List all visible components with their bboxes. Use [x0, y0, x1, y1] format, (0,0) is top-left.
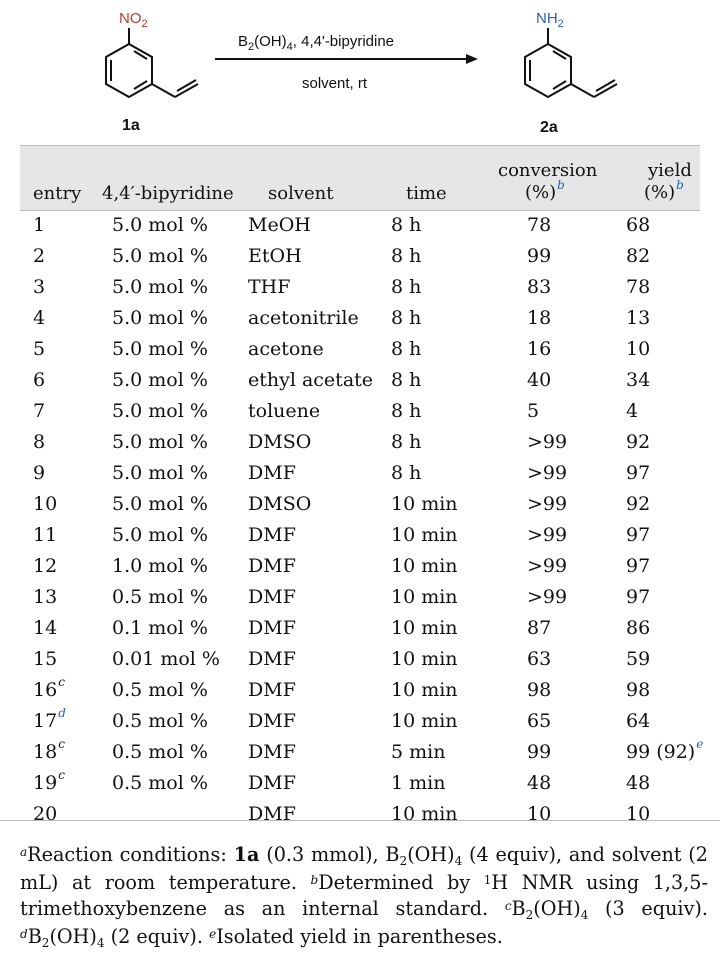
cell-solvent: acetonitrile	[248, 307, 359, 329]
cell-yield: 97	[626, 524, 651, 546]
footnote-e-mark: e	[209, 927, 217, 941]
footnote-d-mark: d	[20, 927, 28, 941]
table-row	[20, 459, 700, 490]
cell-conversion: >99	[527, 462, 568, 484]
table-row	[20, 397, 700, 428]
footnote-d-sub1: 2	[41, 936, 50, 950]
cell-bipyridine: 5.0 mol %	[112, 462, 208, 484]
footnote-b-text2: H NMR using 1,3,5-trimethoxybenzene as an internal standard.	[20, 871, 709, 920]
table-row	[20, 211, 700, 242]
cell-bipyridine: 5.0 mol %	[112, 369, 208, 391]
table-row	[20, 645, 700, 676]
footnote-a-text2: (0.3 mmol), B	[259, 843, 400, 866]
table-row	[20, 676, 700, 707]
table-row	[20, 707, 700, 738]
header-yield-unit: (%)$^b$	[644, 178, 684, 203]
cell-entry: 5	[33, 338, 46, 360]
cell-yield: 59	[626, 648, 651, 670]
table-row	[20, 769, 700, 800]
cell-bipyridine: 0.5 mol %	[112, 772, 208, 794]
header-yield: yield	[648, 160, 692, 181]
arrow-head	[466, 54, 478, 64]
arrow-conditions: solvent, rt	[302, 75, 368, 92]
cell-time: 10 min	[391, 524, 458, 546]
cell-time: 8 h	[391, 307, 422, 329]
footnote-b-sup: 1	[483, 873, 492, 887]
cell-conversion: 78	[527, 214, 552, 236]
cell-yield: 97	[626, 462, 651, 484]
footnote-c-text: B	[511, 897, 526, 920]
cell-bipyridine: 5.0 mol %	[112, 245, 208, 267]
cell-time: 8 h	[391, 462, 422, 484]
cell-yield: 10	[626, 338, 651, 360]
table-row	[20, 552, 700, 583]
cell-time: 8 h	[391, 369, 422, 391]
cell-bipyridine: 5.0 mol %	[112, 276, 208, 298]
footnote-c-sub2: 4	[580, 908, 589, 922]
cell-entry: 8	[33, 431, 46, 453]
cell-bipyridine: 0.5 mol %	[112, 679, 208, 701]
cell-solvent: DMF	[248, 586, 296, 608]
cell-time: 10 min	[391, 648, 458, 670]
footnote-a-text3: (OH)	[407, 843, 455, 866]
cell-conversion: 5	[527, 400, 540, 422]
cell-time: 8 h	[391, 276, 422, 298]
table-row	[20, 490, 700, 521]
cell-conversion: 99	[527, 741, 552, 763]
cell-conversion: 18	[527, 307, 552, 329]
footnote-a-mark: a	[20, 845, 28, 859]
cell-time: 10 min	[391, 617, 458, 639]
table-row	[20, 521, 700, 552]
cell-solvent: DMSO	[248, 431, 312, 453]
cell-yield: 10	[626, 803, 651, 825]
cell-time: 10 min	[391, 493, 458, 515]
cell-conversion: 16	[527, 338, 552, 360]
header-bipy: 4,4′-bipyridine	[102, 183, 234, 204]
cell-conversion: 87	[527, 617, 552, 639]
footnote-b-text: Determined by	[318, 871, 484, 894]
cell-time: 8 h	[391, 338, 422, 360]
cell-entry: 11	[33, 524, 58, 546]
reaction-scheme	[0, 0, 720, 145]
cell-entry: 17$^d$	[33, 706, 66, 732]
footnotes	[20, 842, 708, 952]
cell-entry: 6	[33, 369, 46, 391]
cell-entry: 9	[33, 462, 46, 484]
cell-solvent: EtOH	[248, 245, 302, 267]
cell-entry: 18$^c$	[33, 737, 65, 763]
cell-time: 5 min	[391, 741, 446, 763]
footnote-a-compound: 1a	[233, 843, 260, 866]
cell-time: 8 h	[391, 431, 422, 453]
cell-yield: 92	[626, 493, 651, 515]
cell-conversion: 83	[527, 276, 552, 298]
footnote-d-text2: (OH)	[49, 925, 97, 948]
table-row	[20, 366, 700, 397]
cell-time: 8 h	[391, 214, 422, 236]
table-row	[20, 614, 700, 645]
cell-conversion: 10	[527, 803, 552, 825]
cell-bipyridine: 0.01 mol %	[112, 648, 220, 670]
table-header	[20, 145, 700, 211]
cell-conversion: >99	[527, 555, 568, 577]
cell-bipyridine: 5.0 mol %	[112, 214, 208, 236]
product-group: $NH_2$	[536, 10, 564, 30]
cell-solvent: DMF	[248, 772, 296, 794]
cell-solvent: toluene	[248, 400, 321, 422]
cell-entry: 19$^c$	[33, 768, 65, 794]
cell-conversion: >99	[527, 586, 568, 608]
cell-solvent: DMF	[248, 462, 296, 484]
cell-yield: 64	[626, 710, 651, 732]
cell-conversion: >99	[527, 431, 568, 453]
cell-time: 10 min	[391, 586, 458, 608]
cell-conversion: 63	[527, 648, 552, 670]
footnote-a-text: Reaction conditions:	[27, 843, 234, 866]
table-row	[20, 583, 700, 614]
cell-yield: 98	[626, 679, 651, 701]
cell-bipyridine: 0.1 mol %	[112, 617, 208, 639]
cell-entry: 3	[33, 276, 46, 298]
cell-yield: 48	[626, 772, 651, 794]
footnote-d-text3: (2 equiv).	[104, 925, 210, 948]
cell-entry: 14	[33, 617, 58, 639]
cell-entry: 1	[33, 214, 46, 236]
footnote-d-sub2: 4	[96, 936, 105, 950]
cell-bipyridine: 5.0 mol %	[112, 338, 208, 360]
arrow-reagents: $B_2(OH)_4$, 4,4'-bipyridine	[238, 33, 395, 53]
footnote-c-sub1: 2	[525, 908, 534, 922]
cell-conversion: 48	[527, 772, 552, 794]
cell-solvent: DMF	[248, 555, 296, 577]
footnote-a-sub1: 2	[399, 854, 408, 868]
cell-conversion: 40	[527, 369, 552, 391]
cell-time: 1 min	[391, 772, 446, 794]
cell-bipyridine: 5.0 mol %	[112, 307, 208, 329]
cell-yield: 92	[626, 431, 651, 453]
footnote-a-text4: (4 equiv), and solvent (2 mL) at room temperature.	[20, 843, 709, 894]
table-bottom-rule	[0, 820, 720, 821]
cell-yield: 99 (92)$^e$	[626, 737, 704, 763]
cell-entry: 15	[33, 648, 58, 670]
cell-bipyridine: 5.0 mol %	[112, 493, 208, 515]
table-row	[20, 242, 700, 273]
cell-time: 10 min	[391, 710, 458, 732]
product-structure	[525, 28, 617, 97]
header-conversion-unit: (%)$^b$	[525, 178, 565, 203]
cell-entry: 2	[33, 245, 46, 267]
cell-bipyridine: 0.5 mol %	[112, 741, 208, 763]
cell-entry: 20	[33, 803, 58, 825]
cell-yield: 13	[626, 307, 651, 329]
cell-solvent: DMSO	[248, 493, 312, 515]
product-label: 2a	[540, 119, 558, 136]
reactant-label: 1a	[122, 117, 140, 134]
footnote-d-text: B	[27, 925, 42, 948]
cell-bipyridine: 5.0 mol %	[112, 431, 208, 453]
cell-yield: 82	[626, 245, 651, 267]
cell-yield: 86	[626, 617, 651, 639]
cell-yield: 97	[626, 555, 651, 577]
cell-entry: 13	[33, 586, 58, 608]
table-row	[20, 304, 700, 335]
cell-bipyridine: 1.0 mol %	[112, 555, 208, 577]
cell-solvent: DMF	[248, 741, 296, 763]
table-row	[20, 737, 704, 769]
footnote-b-mark: b	[310, 873, 319, 887]
cell-conversion: >99	[527, 524, 568, 546]
footnote-a-sub2: 4	[454, 854, 463, 868]
table-row	[20, 800, 700, 831]
cell-time: 8 h	[391, 245, 422, 267]
cell-entry: 12	[33, 555, 58, 577]
cell-yield: 34	[626, 369, 651, 391]
cell-solvent: DMF	[248, 710, 296, 732]
table-row	[20, 273, 700, 304]
cell-solvent: DMF	[248, 617, 296, 639]
header-conversion: conversion	[498, 160, 598, 181]
cell-entry: 10	[33, 493, 58, 515]
cell-conversion: >99	[527, 493, 568, 515]
reactant-group: $NO_2$	[119, 10, 148, 30]
cell-yield: 68	[626, 214, 651, 236]
cell-bipyridine: 0.5 mol %	[112, 710, 208, 732]
results-table	[20, 145, 704, 831]
cell-conversion: 65	[527, 710, 552, 732]
cell-solvent: DMF	[248, 803, 296, 825]
footnote-c-text2: (OH)	[533, 897, 581, 920]
table-row	[20, 335, 700, 366]
cell-bipyridine: 5.0 mol %	[112, 524, 208, 546]
cell-conversion: 99	[527, 245, 552, 267]
header-entry: entry	[33, 183, 82, 204]
cell-yield: 4	[626, 400, 639, 422]
cell-entry: 4	[33, 307, 46, 329]
cell-time: 10 min	[391, 555, 458, 577]
cell-yield: 78	[626, 276, 651, 298]
cell-yield: 97	[626, 586, 651, 608]
cell-bipyridine: 0.5 mol %	[112, 586, 208, 608]
cell-solvent: DMF	[248, 524, 296, 546]
cell-time: 8 h	[391, 400, 422, 422]
cell-solvent: THF	[248, 276, 291, 298]
cell-conversion: 98	[527, 679, 552, 701]
footnote-c-mark: c	[504, 899, 512, 913]
table-body	[20, 211, 704, 831]
header-time: time	[406, 183, 447, 204]
cell-time: 10 min	[391, 679, 458, 701]
cell-solvent: DMF	[248, 679, 296, 701]
cell-solvent: acetone	[248, 338, 324, 360]
reactant-structure	[106, 28, 198, 97]
header-solvent: solvent	[268, 183, 334, 204]
cell-solvent: DMF	[248, 648, 296, 670]
footnote-e-text: Isolated yield in parentheses.	[216, 925, 503, 948]
cell-solvent: ethyl acetate	[248, 369, 374, 391]
table-row	[20, 428, 700, 459]
cell-solvent: MeOH	[248, 214, 311, 236]
cell-time: 10 min	[391, 803, 458, 825]
footnote-c-text3: (3 equiv).	[588, 897, 708, 920]
cell-bipyridine: 5.0 mol %	[112, 400, 208, 422]
cell-entry: 7	[33, 400, 46, 422]
cell-entry: 16$^c$	[33, 675, 65, 701]
